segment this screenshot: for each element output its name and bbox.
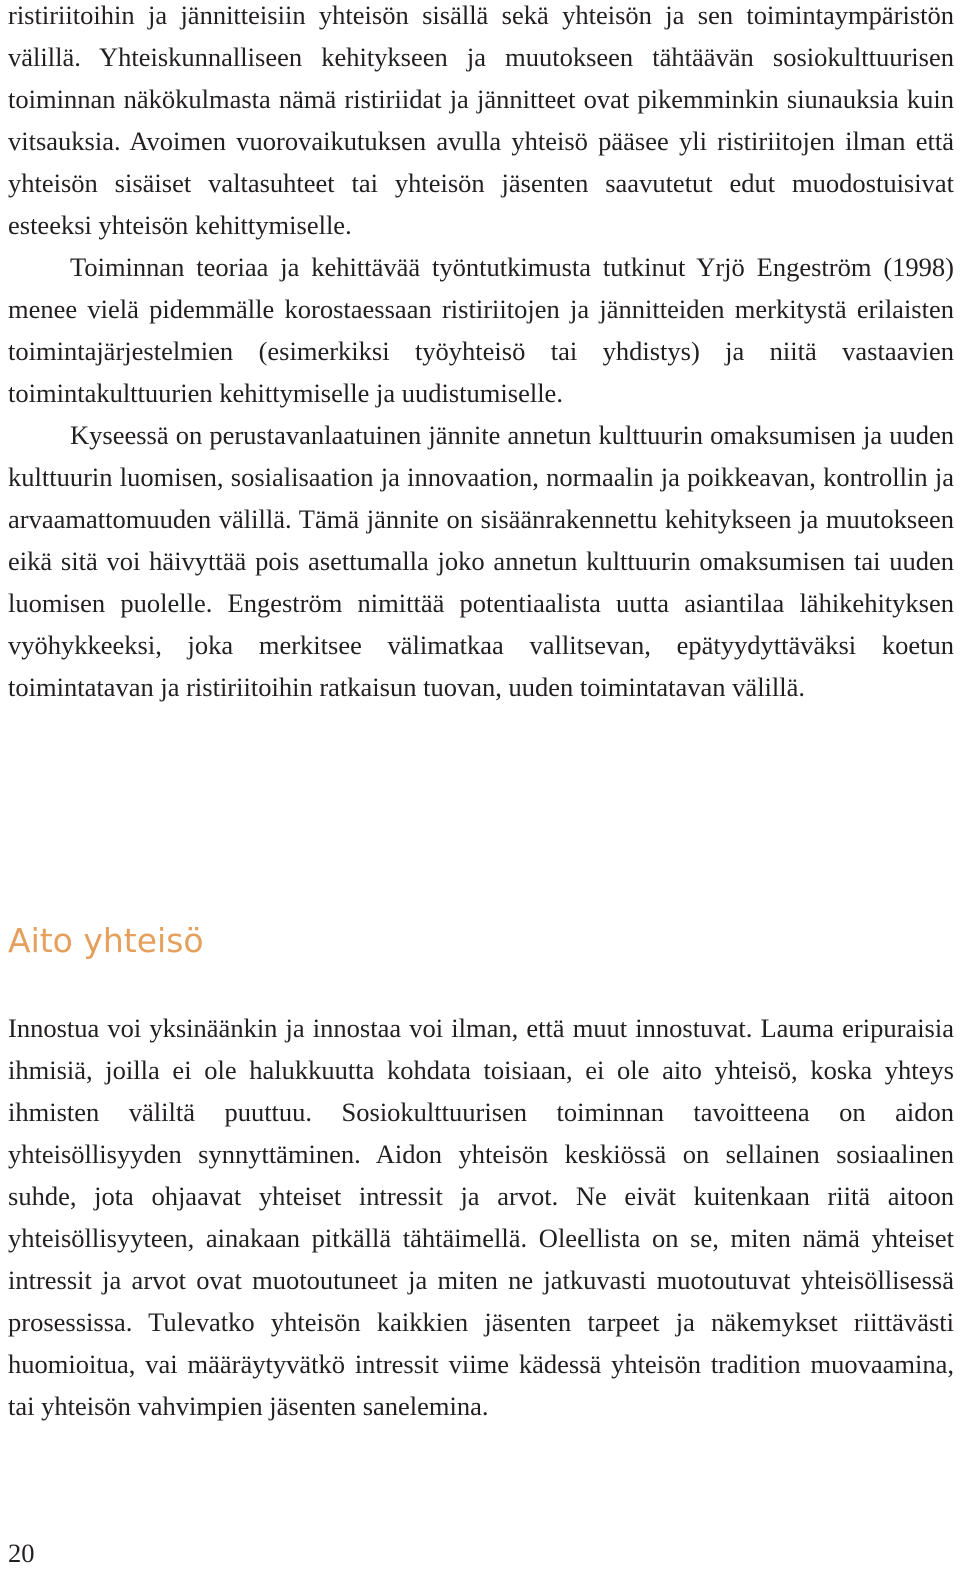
page-number: 20 (8, 1538, 35, 1568)
body-text-bottom (8, 1007, 954, 1427)
paragraph-engestrom: Toiminnan teoriaa ja kehittävää työntutkimusta tutkinut Yrjö Engeström (1998) menee vielä pidemmälle korostaessaan ristiriitojen ja jännitteiden merkitystä erilaisten toimintajärjestelmien (esimerkiksi työyhteisö tai yhdistys) ja niitä vastaavien toimintakulttuurien kehittymiselle ja uudistumiselle. (8, 252, 954, 408)
paragraph-tension: Kyseessä on perustavanlaatuinen jännite annetun kulttuurin omaksumisen ja uuden kulttuurin luomisen, sosialisaation ja innovaation, normaalin ja poikkeavan, kontrollin ja arvaamattomuuden välillä. Tämä jännite on sisäänrakennettu kehitykseen ja muutokseen eikä sitä voi häivyttää pois asettumalla joko annetun kulttuurin omaksumisen tai uuden luomisen puolelle. Engeström nimittää potentiaalista uutta asiantilaa lähikehityksen vyöhykkeeksi, joka merkitsee välimatkaa vallitsevan, epätyydyttäväksi koetun toimintatavan ja ristiriitoihin ratkaisun tuovan, uuden toimintatavan välillä. (8, 420, 954, 702)
paragraph-continued: ristiriitoihin ja jännitteisiin yhteisön sisällä sekä yhteisön ja sen toimintaympäristön välillä. Yhteiskunnalliseen kehitykseen ja muutokseen tähtäävän sosiokulttuurisen toiminnan näkökulmasta nämä ristiriidat ja jännitteet ovat pikemminkin siunauksia kuin vitsauksia. Avoimen vuorovaikutuksen avulla yhteisö pääsee yli ristiriitojen ilman että yhteisön sisäiset valtasuhteet tai yhteisön jäsenten saavutetut edut muodostuisivat esteeksi yhteisön kehittymiselle. (8, 0, 954, 240)
body-text-top (8, 0, 954, 708)
paragraph-authentic-community: Innostua voi yksinäänkin ja innostaa voi ilman, että muut innostuvat. Lauma eripuraisia ihmisiä, joilla ei ole halukkuutta kohdata toisiaan, ei ole aito yhteisö, koska yhteys ihmisten väliltä puuttuu. Sosiokulttuurisen toiminnan tavoitteena on aidon yhteisöllisyyden synnyttäminen. Aidon yhteisön keskiössä on sellainen sosiaalinen suhde, jota ohjaavat yhteiset intressit ja arvot. Ne eivät kuitenkaan riitä aitoon yhteisöllisyyteen, ainakaan pitkällä tähtäimellä. Oleellista on se, miten nämä yhteiset intressit ja arvot ovat muotoutuneet ja miten ne jatkuvasti muotoutuvat yhteisöllisessä prosessissa. Tulevatko yhteisön kaikkien jäsenten tarpeet ja näkemykset riittävästi huomioitua, vai määräytyvätkö intressit viime kädessä yhteisön tradition muovaamina, tai yhteisön vahvimpien jäsenten sanelemina. (8, 1013, 954, 1421)
section-heading: Aito yhteisö (8, 921, 204, 960)
